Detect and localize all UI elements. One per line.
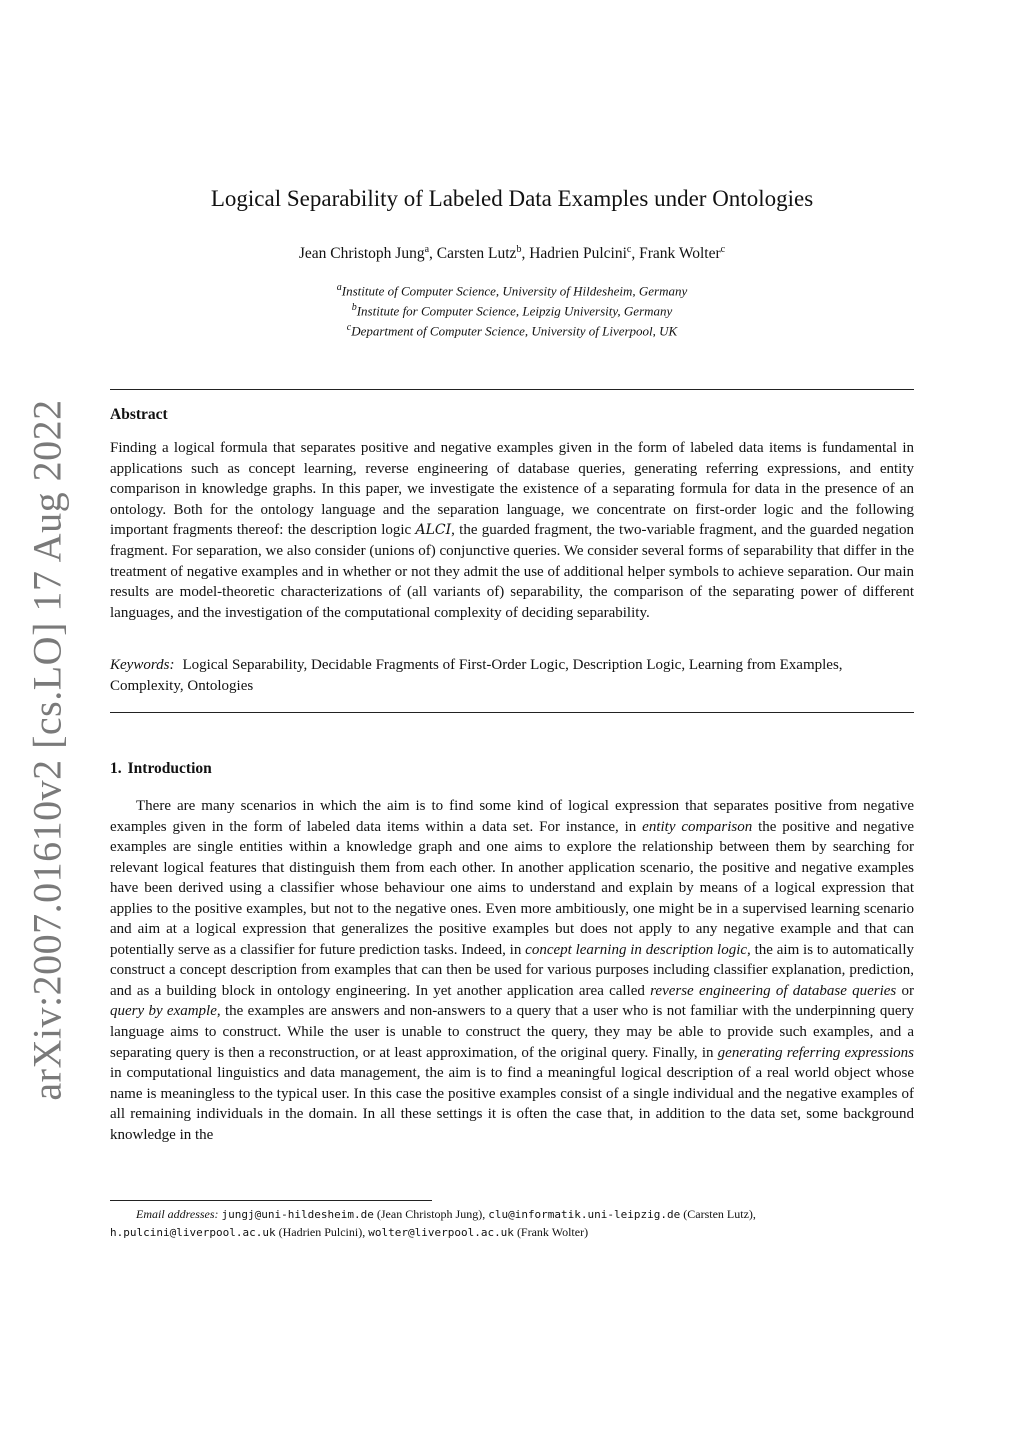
- intro-text: There are many scenarios in which the aim is to find some kind of logical expression that separates positive from negative examples given in the form of labeled data items within a data set. For instance, in: [110, 798, 914, 835]
- logic-name: ALCI: [415, 522, 452, 539]
- affiliation-text: Department of Computer Science, University of Liverpool, UK: [351, 322, 678, 338]
- abstract-text: [110, 438, 914, 623]
- intro-text: or: [896, 982, 914, 999]
- section-heading: [110, 760, 212, 778]
- email-footnote: [110, 1206, 914, 1241]
- author-affil-mark: c: [720, 244, 726, 255]
- affiliation-text: Institute for Computer Science, Leipzig University, Germany: [356, 303, 673, 319]
- affiliation: [0, 320, 1024, 340]
- author-affil-mark: c: [626, 244, 632, 255]
- intro-emphasis: entity comparison: [642, 818, 753, 835]
- intro-text: in computational linguistics and data management, the aim is to find a meaningful logical description of a real world object whose name is meaningless to the typical user. In this case the positive examples consist of a single individual and the negative examples of all remaining individuals in the domain. In all these settings it is often the case that, in addition to the data set, some background knowledge in the: [110, 1065, 914, 1143]
- keywords: [110, 655, 914, 697]
- email-owner: (Hadrien Pulcini),: [278, 1224, 366, 1239]
- intro-text: , the aim is to automatically construct a concept description from examples that can then be used for various purposes including classifier explanation, prediction, and as a building block in ontology engineering. In yet another application area called: [110, 941, 914, 999]
- intro-emphasis: reverse engineering of database queries: [650, 982, 897, 999]
- intro-text: , the examples are answers and non-answers to a query that a user who is not familiar with the underpinning query language aims to construct. While the user is unable to construct the query, they may be able to provide such examples, and a separating query is then a reconstruction, or at least approximation, of the original query. Finally, in: [110, 1003, 914, 1061]
- abstract-heading: Abstract: [110, 406, 168, 423]
- footnote-label: Email addresses:: [136, 1207, 219, 1221]
- intro-emphasis: query by example: [110, 1003, 217, 1020]
- abstract-bottom-rule: [110, 712, 914, 713]
- arxiv-side-stamp: arXiv:2007.01610v2 [cs.LO] 17 Aug 2022: [24, 399, 70, 1101]
- affiliation: [0, 300, 1024, 320]
- abstract-top-rule: [110, 389, 914, 390]
- author-name: Jean Christoph Jung: [298, 245, 425, 263]
- affiliation: [0, 280, 1024, 300]
- intro-text: the positive and negative examples are single entities within a knowledge graph and one aims to explore the relationship between them by searching for relevant logical features that distinguish them from each other. In another application scenario, the positive and negative examples have been derived using a classifier whose behaviour one aims to understand and explain by means of a logical expression that applies to the positive examples, but not to the negative ones. Even more ambitiously, one might be in a supervised learning scenario and aim at a logical expression that generalizes the positive examples but does not apply to any negative example and that can potentially serve as a classifier for future prediction tasks. Indeed, in: [110, 818, 914, 958]
- affiliation-mark: c: [346, 321, 352, 333]
- affiliation-list: [0, 280, 1024, 339]
- email-link[interactable]: jungj@uni-hildesheim.de: [221, 1208, 374, 1221]
- email-link[interactable]: h.pulcini@liverpool.ac.uk: [110, 1225, 276, 1239]
- author-affil-mark: a: [424, 244, 430, 255]
- author-name: Hadrien Pulcini: [529, 245, 627, 263]
- email-owner: (Jean Christoph Jung),: [376, 1207, 486, 1221]
- abstract-part-1: Finding a logical formula that separates positive and negative examples given in the form of labeled data items is fundamental in applications such as concept learning, reverse engineering of database queries, generating referring expressions, and entity comparison in knowledge graphs. In this paper, we investigate the existence of a separating formula for data in the presence of an ontology. Both for the ontology language and the separation language, we concentrate on first-order logic and the following important fragments thereof: the description logic: [110, 440, 914, 539]
- email-link[interactable]: wolter@liverpool.ac.uk: [368, 1225, 514, 1239]
- introduction-paragraph: [110, 796, 914, 1145]
- section-number: 1.: [110, 760, 122, 777]
- affiliation-text: Institute of Computer Science, University of Hildesheim, Germany: [341, 283, 688, 299]
- keywords-text: Logical Separability, Decidable Fragments of First-Order Logic, Description Logic, Learning from Examples, Complexity, Ontologies: [110, 657, 843, 694]
- intro-emphasis: generating referring expressions: [717, 1044, 914, 1061]
- email-owner: (Frank Wolter): [516, 1224, 589, 1239]
- email-owner: (Carsten Lutz),: [683, 1207, 756, 1221]
- keywords-label: Keywords:: [110, 657, 175, 673]
- affiliation-mark: a: [336, 282, 342, 293]
- author-list: Jean Christoph Jung$^a$, Carsten Lutz$^b$, Hadrien Pulcini$^c$, Frank Wolter$^c$: [298, 244, 726, 263]
- affiliation-mark: b: [351, 301, 357, 313]
- author-affil-mark: b: [516, 244, 522, 255]
- section-title: Introduction: [127, 760, 212, 777]
- author-name: Carsten Lutz: [436, 245, 517, 263]
- intro-emphasis: concept learning in description logic: [525, 941, 748, 958]
- email-link[interactable]: clu@informatik.uni-leipzig.de: [488, 1208, 681, 1221]
- footnote-rule: [110, 1200, 432, 1201]
- author-name: Frank Wolter: [639, 245, 721, 263]
- paper-title: Logical Separability of Labeled Data Examples under Ontologies: [210, 186, 814, 211]
- abstract-part-2: , the guarded fragment, the two-variable fragment, and the guarded negation fragment. For separation, we also consider (unions of) conjunctive queries. We consider several forms of separability that differ in the treatment of negative examples and in whether or not they admit the use of additional helper symbols to achieve separation. Our main results are model-theoretic characterizations of (all variants of) separability, the comparison of the separating power of different languages, and the investigation of the computational complexity of deciding separability.: [110, 522, 914, 621]
